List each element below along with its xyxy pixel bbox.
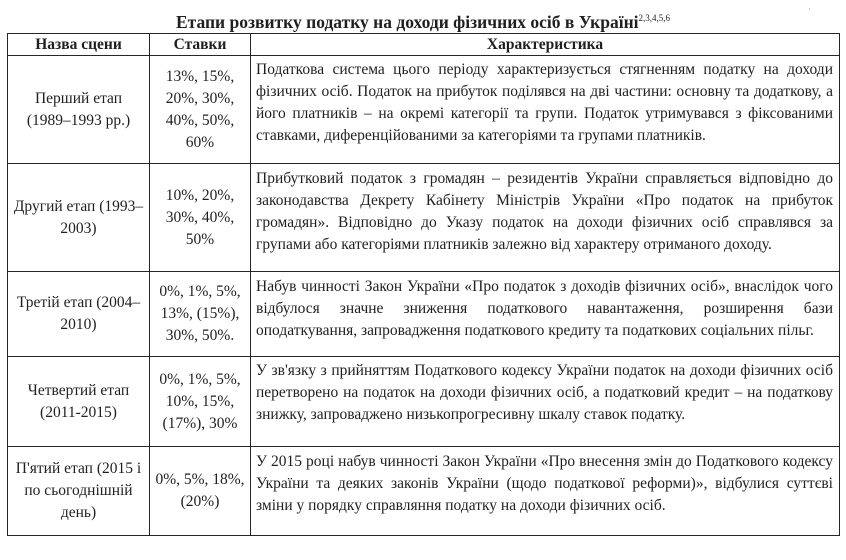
rates-cell: 0%, 1%, 5%, 10%, 15%, (17%), 30% <box>150 357 251 447</box>
rates-cell: 0%, 5%, 18%, (20%) <box>150 447 251 536</box>
stage-name-cell: Третій етап (2004–2010) <box>8 272 150 357</box>
table-header-row <box>8 34 840 56</box>
rates-cell: 10%, 20%, 30%, 40%, 50% <box>150 164 251 272</box>
page-corner-mark: · <box>808 4 812 14</box>
document-title <box>0 8 846 32</box>
description-cell: Набув чинності Закон України «Про податок з доходів фізичних осіб», внаслідок чого відбулося значне зниження податкового навантаження, розширення бази оподаткування, запровадження податкового кредиту та податкових соціальних пільг. <box>251 272 840 357</box>
header-rates: Ставки <box>150 34 251 56</box>
description-cell: Податкова система цього періоду характеризується стягненням податку на доходи фізичних осіб. Податок на прибуток поділявся на дві частини: основну та додаткову, а його платників – на окремі категорії та групи. Податок утримувався з фіксованими ставками, диференційованими за категоріями та групами платників. <box>251 56 840 164</box>
header-stage-name: Назва сцени <box>8 34 150 56</box>
stage-name-cell: П'ятий етап (2015 і по сьогоднішній день) <box>8 447 150 536</box>
stage-name-cell: Другий етап (1993–2003) <box>8 164 150 272</box>
rates-cell: 0%, 1%, 5%, 13%, (15%), 30%, 50%. <box>150 272 251 357</box>
rates-cell: 13%, 15%, 20%, 30%, 40%, 50%, 60% <box>150 56 251 164</box>
title-footnote: 2,3,4,5,6 <box>638 13 671 23</box>
stage-name-cell: Перший етап (1989–1993 рр.) <box>8 56 150 164</box>
header-description: Характеристика <box>251 34 840 56</box>
stage-name-cell: Четвертий етап (2011-2015) <box>8 357 150 447</box>
description-cell: Прибутковий податок з громадян – резидентів України справляється відповідно до законодавства Декрету Кабінету Міністрів України «Про податок на прибуток громадян». Відповідно до Указу податок на доходи фізичних осіб справлявся за групами або категоріями платників залежно від характеру отриманого доходу. <box>251 164 840 272</box>
description-cell: У зв'язку з прийняттям Податкового кодексу України податок на доходи фізичних осіб перетворено на податок на доходи фізичних осіб, а податковий кредит – на податкову знижку, запроваджено низькопрогресивну шкалу ставок податку. <box>251 357 840 447</box>
description-cell: У 2015 році набув чинності Закон України «Про внесення змін до Податкового кодексу України та деяких законів України (щодо податкової реформи)», відбулися суттєві зміни у порядку справляння податку на доходи фізичних осіб. <box>251 447 840 536</box>
table-row <box>8 56 840 164</box>
table-row <box>8 164 840 272</box>
tax-stages-table <box>7 33 840 536</box>
table-row <box>8 357 840 447</box>
table-row <box>8 447 840 536</box>
title-text: Етапи розвитку податку на доходи фізичних осіб в Україні <box>175 12 639 32</box>
table-row <box>8 272 840 357</box>
